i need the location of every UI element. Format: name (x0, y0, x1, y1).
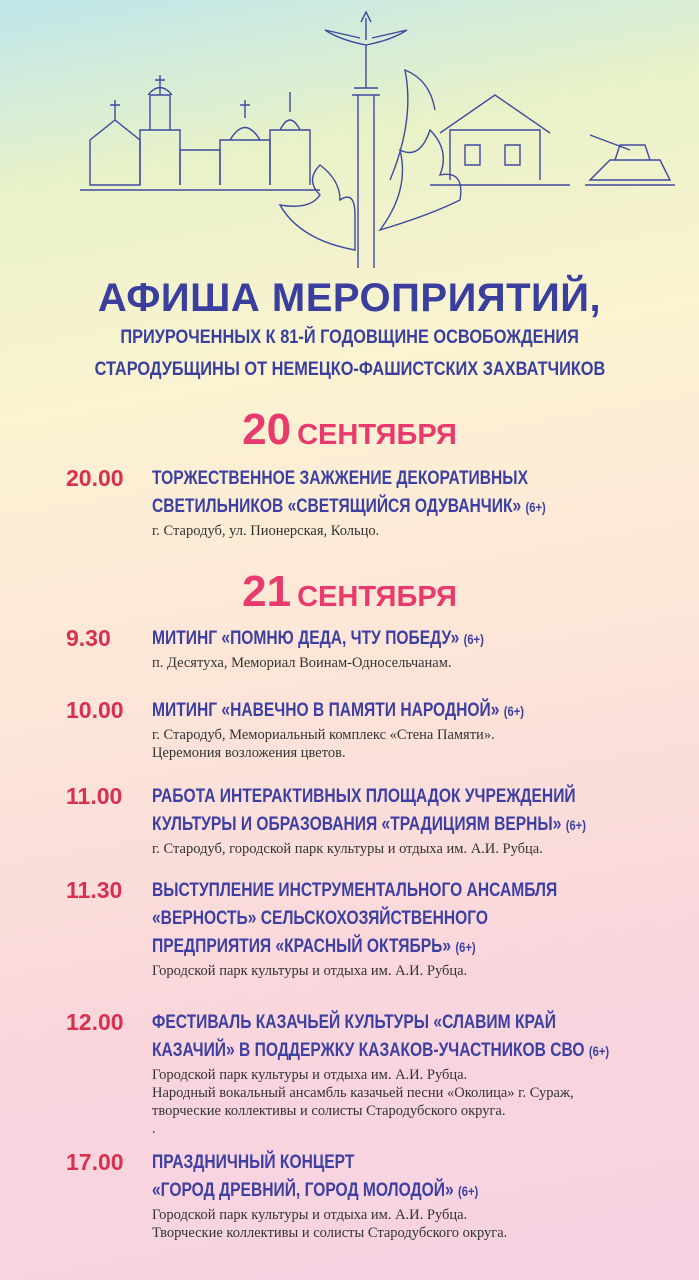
event-title-line (152, 1008, 699, 1036)
event-title-line (152, 464, 699, 492)
event-title-text (152, 1176, 478, 1205)
event-title-text (152, 876, 557, 904)
event-time: 10.00 (66, 697, 124, 723)
page-title: АФИША МЕРОПРИЯТИЙ, (97, 276, 602, 320)
date-day: 20 (242, 405, 292, 454)
event-time: 11.00 (66, 783, 123, 809)
event-description-line: г. Стародуб, Мемориальный комплекс «Стена Памяти». (152, 727, 495, 743)
event-item (0, 624, 699, 672)
age-rating-badge: (6+) (503, 703, 524, 719)
event-description-line: г. Стародуб, ул. Пионерская, Кольцо. (152, 523, 380, 539)
event-body (152, 1148, 699, 1242)
event-description-line: . (152, 1121, 156, 1137)
event-title-line (152, 492, 699, 520)
event-title-text (152, 624, 484, 653)
house-icon (430, 95, 570, 185)
event-title-line (152, 876, 699, 904)
event-title-words: МИТИНГ «НАВЕЧНО В ПАМЯТИ НАРОДНОЙ» (152, 699, 500, 721)
event-title-text (152, 1148, 354, 1176)
age-rating-badge: (6+) (588, 1043, 610, 1059)
event-time: 17.00 (66, 1149, 124, 1175)
subtitle-line-2 (0, 354, 699, 386)
event-description-line: г. Стародуб, городской парк культуры и отдыха им. А.И. Рубца. (152, 841, 543, 857)
event-title-words: ФЕСТИВАЛЬ КАЗАЧЬЕЙ КУЛЬТУРЫ «СЛАВИМ КРАЙ (152, 1011, 556, 1033)
event-body (152, 464, 699, 540)
subtitle-text: СТАРОДУБЩИНЫ ОТ НЕМЕЦКО-ФАШИСТСКИХ ЗАХВАТЧИКОВ (94, 359, 605, 380)
date-day: 21 (242, 567, 292, 616)
event-time: 9.30 (66, 625, 111, 651)
event-time: 12.00 (66, 1009, 124, 1035)
event-item (0, 464, 699, 540)
event-description-line: Городской парк культуры и отдыха им. А.И. Рубца. (152, 1067, 468, 1083)
event-title-line (152, 624, 699, 652)
event-title-text (152, 932, 476, 961)
event-description-line: Городской парк культуры и отдыха им. А.И. Рубца. (152, 1207, 468, 1223)
event-description-line: Церемония возложения цветов. (152, 745, 346, 761)
subtitle-line-1 (0, 322, 699, 354)
event-item (0, 1008, 699, 1138)
event-title-text (152, 696, 524, 725)
event-title-words: ПРЕДПРИЯТИЯ «КРАСНЫЙ ОКТЯБРЬ» (152, 935, 452, 957)
event-body (152, 782, 699, 858)
event-description-line: Народный вокальный ансамбль казачьей песни «Околица» г. Сураж, (152, 1085, 574, 1101)
subtitle-text: ПРИУРОЧЕННЫХ К 81-Й ГОДОВЩИНЕ ОСВОБОЖДЕНИЯ (120, 327, 579, 348)
event-title-words: ВЫСТУПЛЕНИЕ ИНСТРУМЕНТАЛЬНОГО АНСАМБЛЯ (152, 879, 558, 901)
date-heading-21 (0, 566, 699, 618)
event-description (152, 726, 699, 762)
event-title-text (152, 464, 528, 492)
event-title-words: ТОРЖЕСТВЕННОЕ ЗАЖЖЕНИЕ ДЕКОРАТИВНЫХ (152, 467, 528, 489)
event-title-line (152, 1176, 699, 1204)
event-title-words: СВЕТИЛЬНИКОВ «СВЕТЯЩИЙСЯ ОДУВАНЧИК» (152, 495, 522, 517)
event-description-line: Городской парк культуры и отдыха им. А.И. Рубца. (152, 963, 468, 979)
monument-column-icon (325, 12, 407, 268)
age-rating-badge: (6+) (455, 939, 476, 955)
event-title-words: КАЗАЧИЙ» В ПОДДЕРЖКУ КАЗАКОВ-УЧАСТНИКОВ СВО (152, 1039, 585, 1061)
event-item (0, 696, 699, 762)
age-rating-badge: (6+) (525, 499, 546, 515)
event-body (152, 624, 699, 672)
oak-leaves-icon (280, 70, 461, 250)
event-description (152, 1066, 699, 1138)
poster-content (0, 274, 699, 1242)
event-title-line (152, 782, 699, 810)
event-item (0, 782, 699, 858)
event-title-line (152, 810, 699, 838)
tank-icon (585, 135, 675, 185)
event-title-text (152, 492, 546, 521)
event-description (152, 522, 699, 540)
event-body (152, 696, 699, 762)
event-title-text (152, 1036, 609, 1065)
event-time: 20.00 (66, 465, 124, 491)
event-title-line (152, 1148, 699, 1176)
event-description (152, 654, 699, 672)
event-title-words: КУЛЬТУРЫ И ОБРАЗОВАНИЯ «ТРАДИЦИЯМ ВЕРНЫ» (152, 813, 562, 835)
event-description-line: творческие коллективы и солисты Стародубского округа. (152, 1103, 506, 1119)
event-title-text (152, 904, 488, 932)
event-description (152, 1206, 699, 1242)
event-item (0, 876, 699, 980)
event-time: 11.30 (66, 877, 123, 903)
event-title-words: РАБОТА ИНТЕРАКТИВНЫХ ПЛОЩАДОК УЧРЕЖДЕНИЙ (152, 785, 576, 807)
church-icon (80, 75, 320, 190)
date-heading-20 (0, 404, 699, 456)
age-rating-badge: (6+) (458, 1183, 479, 1199)
event-body (152, 1008, 699, 1138)
event-title-line (152, 1036, 699, 1064)
event-title-words: МИТИНГ «ПОМНЮ ДЕДА, ЧТУ ПОБЕДУ» (152, 627, 460, 649)
town-sketch-illustration (70, 0, 680, 270)
event-item (0, 1148, 699, 1242)
age-rating-badge: (6+) (463, 631, 484, 647)
event-title-words: ПРАЗДНИЧНЫЙ КОНЦЕРТ (152, 1151, 355, 1173)
date-month: СЕНТЯБРЯ (297, 419, 457, 451)
event-title-line (152, 904, 699, 932)
event-description-line: Творческие коллективы и солисты Стародубского округа. (152, 1225, 508, 1241)
event-description (152, 840, 699, 858)
event-title-text (152, 810, 586, 839)
event-description (152, 962, 699, 980)
event-title-words: «ГОРОД ДРЕВНИЙ, ГОРОД МОЛОДОЙ» (152, 1179, 454, 1201)
event-title-line (152, 696, 699, 724)
event-title-text (152, 1008, 556, 1036)
date-month: СЕНТЯБРЯ (297, 581, 457, 613)
event-title-line (152, 932, 699, 960)
event-title-text (152, 782, 576, 810)
event-title-words: «ВЕРНОСТЬ» СЕЛЬСКОХОЗЯЙСТВЕННОГО (152, 907, 489, 929)
event-body (152, 876, 699, 980)
event-description-line: п. Десятуха, Мемориал Воинам-Односельчанам. (152, 655, 452, 671)
age-rating-badge: (6+) (565, 817, 586, 833)
